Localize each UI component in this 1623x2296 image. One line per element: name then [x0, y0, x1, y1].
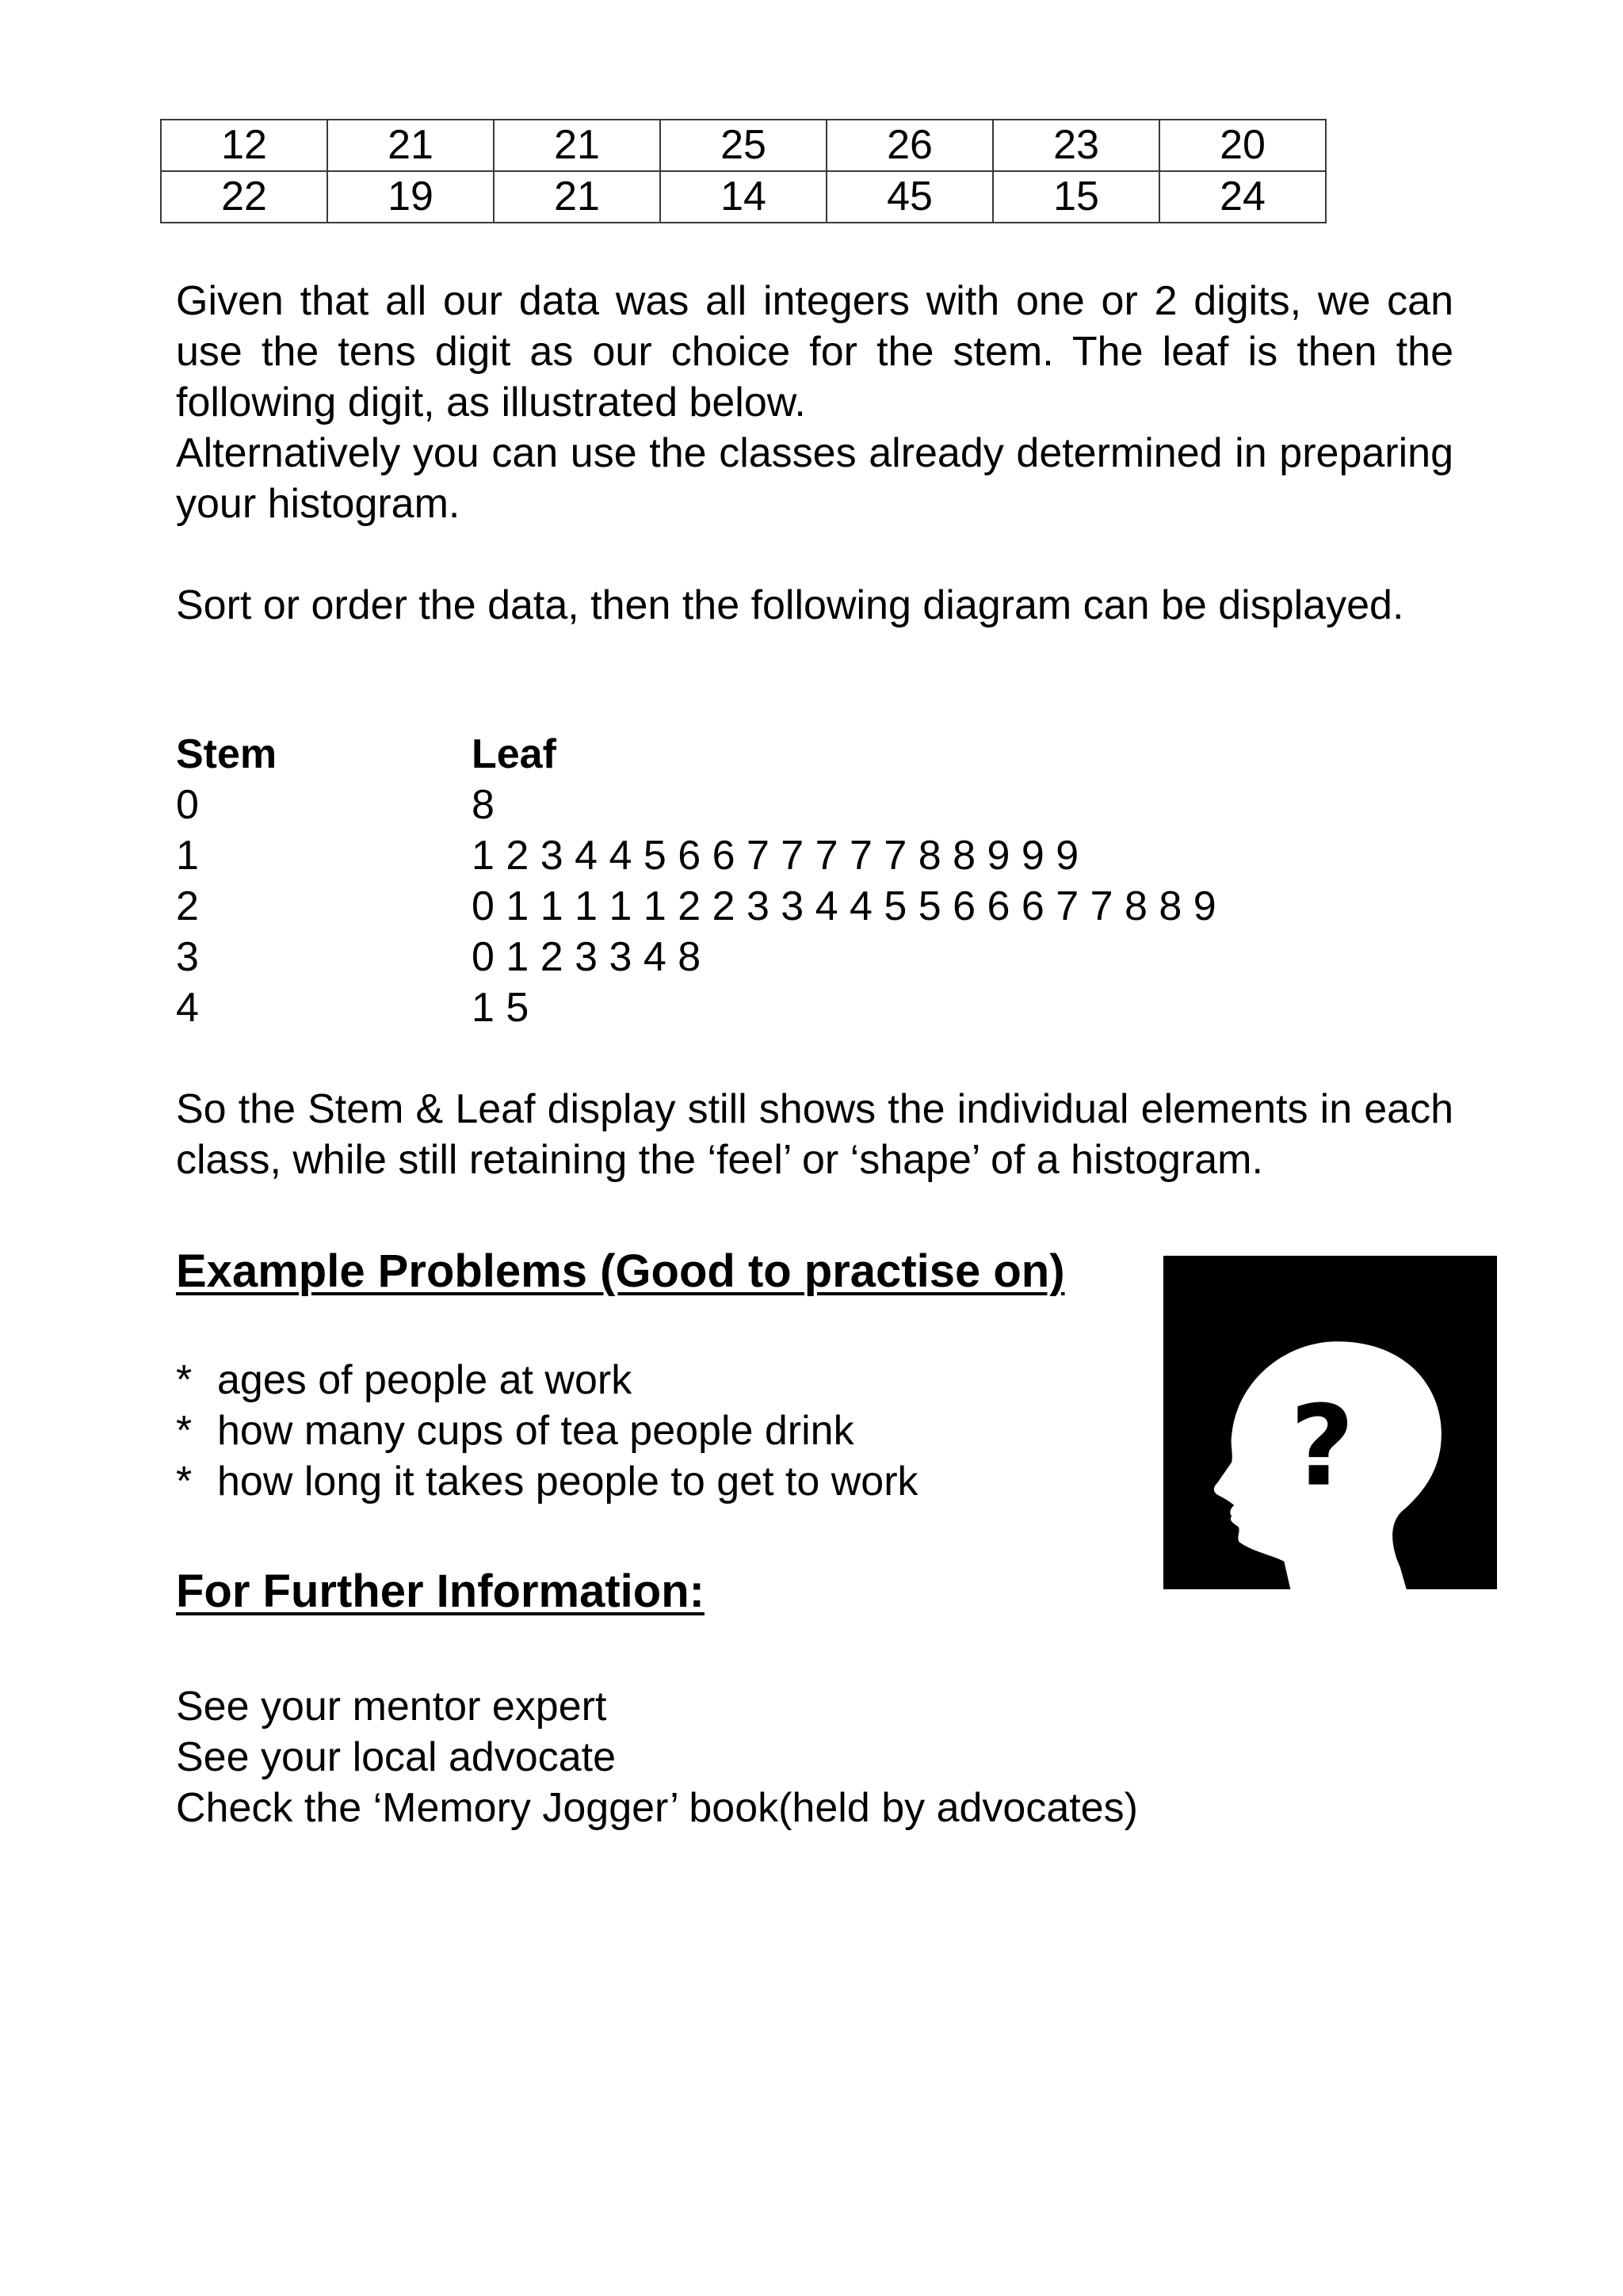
example-problems-list — [176, 1355, 918, 1507]
stem-value: 4 — [176, 985, 199, 1031]
table-row — [161, 171, 1326, 223]
table-cell: 19 — [327, 171, 494, 223]
stem-value: 1 — [176, 833, 199, 879]
table-cell: 26 — [827, 120, 993, 171]
bullet-mark: * — [176, 1357, 193, 1403]
leaf-values: 1 5 — [472, 985, 529, 1031]
stem-leaf-row — [176, 932, 1216, 982]
intro-paragraph: Given that all our data was all integers with one or 2 digits, we can use the tens digit as our choice for the stem. The leaf is then the following digit, as illustrated below. — [176, 278, 1453, 425]
stem-leaf-row — [176, 830, 1216, 881]
leaf-values: 8 — [472, 782, 495, 828]
table-cell: 21 — [327, 120, 494, 171]
further-info-line: See your mentor expert — [176, 1684, 607, 1730]
stem-leaf-display — [176, 729, 1216, 1033]
question-mark-symbol: ? — [1289, 1382, 1355, 1512]
leaf-values: 1 2 3 4 4 5 6 6 7 7 7 7 7 8 8 9 9 9 — [472, 833, 1079, 879]
list-item — [176, 1405, 918, 1456]
table-cell: 24 — [1159, 171, 1326, 223]
stem-leaf-row — [176, 881, 1216, 932]
leaf-values: 0 1 1 1 1 1 2 2 3 3 4 4 5 5 6 6 6 7 7 8 8 9 — [472, 883, 1216, 929]
leaf-values: 0 1 2 3 3 4 8 — [472, 934, 701, 980]
table-row — [161, 120, 1326, 171]
list-item-text: how many cups of tea people drink — [217, 1408, 854, 1454]
stem-value: 3 — [176, 934, 199, 980]
table-cell: 22 — [161, 171, 327, 223]
example-problems-heading: Example Problems (Good to practise on) — [176, 1245, 1065, 1297]
further-info-heading: For Further Information: — [176, 1566, 705, 1617]
question-head-icon — [1163, 1256, 1497, 1589]
table-cell: 12 — [161, 120, 327, 171]
further-info-line: Check the ‘Memory Jogger’ book(held by advocates) — [176, 1785, 1138, 1831]
list-item — [176, 1355, 918, 1405]
alternative-paragraph: Alternatively you can use the classes already determined in preparing your histogram. — [176, 430, 1453, 527]
conclusion-paragraph: So the Stem & Leaf display still shows the individual elements in each class, while still retaining the ‘feel’ or ‘shape’ of a histogram. — [176, 1086, 1453, 1183]
list-item-text: ages of people at work — [217, 1357, 632, 1403]
data-table — [160, 119, 1327, 223]
further-info-line: See your local advocate — [176, 1734, 617, 1780]
stem-leaf-row — [176, 780, 1216, 830]
bullet-mark: * — [176, 1408, 193, 1454]
sort-paragraph: Sort or order the data, then the following diagram can be displayed. — [176, 582, 1404, 628]
table-cell: 21 — [494, 120, 660, 171]
table-cell: 15 — [993, 171, 1159, 223]
stem-leaf-row — [176, 982, 1216, 1033]
bullet-mark: * — [176, 1459, 193, 1505]
further-info-list — [176, 1681, 1138, 1833]
table-cell: 20 — [1159, 120, 1326, 171]
list-item — [176, 1456, 918, 1507]
question-head-svg — [1163, 1256, 1497, 1589]
table-cell: 23 — [993, 120, 1159, 171]
stem-value: 2 — [176, 883, 199, 929]
table-cell: 21 — [494, 171, 660, 223]
stem-leaf-header — [176, 729, 1216, 780]
stem-header: Stem — [176, 731, 277, 777]
stem-value: 0 — [176, 782, 199, 828]
list-item-text: how long it takes people to get to work — [217, 1459, 918, 1505]
leaf-header: Leaf — [472, 731, 556, 777]
table-cell: 14 — [660, 171, 827, 223]
table-cell: 25 — [660, 120, 827, 171]
table-cell: 45 — [827, 171, 993, 223]
